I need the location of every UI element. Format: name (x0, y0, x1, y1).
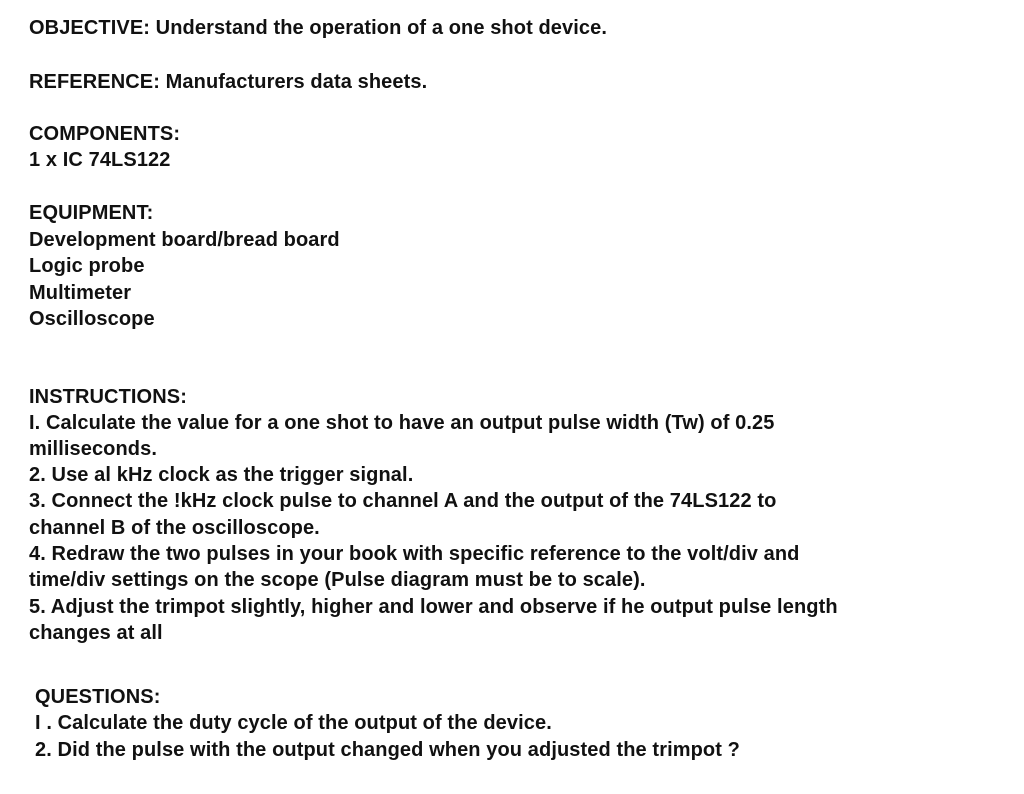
instruction-line: changes at all (29, 622, 163, 644)
equipment-item: Oscilloscope (29, 308, 155, 330)
instruction-line: 5. Adjust the trimpot slightly, higher and lower and observe if he output pulse length (29, 596, 838, 618)
instruction-line: milliseconds. (29, 438, 158, 460)
equipment-heading: EQUIPMENT: (29, 202, 154, 224)
equipment-item: Multimeter (29, 282, 132, 304)
components-item: 1 x IC 74LS122 (29, 149, 171, 171)
instruction-line: 3. Connect the !kHz clock pulse to channel A and the output of the 74LS122 to (29, 490, 777, 512)
instruction-line: channel B of the oscilloscope. (29, 517, 320, 539)
instruction-line: 2. Use al kHz clock as the trigger signal. (29, 464, 414, 486)
instructions-heading: INSTRUCTIONS: (29, 386, 187, 408)
instruction-line: I. Calculate the value for a one shot to have an output pulse width (Tw) of 0.25 (29, 412, 775, 434)
equipment-item: Development board/bread board (29, 229, 340, 251)
reference-line: REFERENCE: Manufacturers data sheets. (29, 71, 428, 93)
instruction-line: time/div settings on the scope (Pulse diagram must be to scale). (29, 569, 646, 591)
objective-line: OBJECTIVE: Understand the operation of a one shot device. (29, 17, 608, 39)
equipment-item: Logic probe (29, 255, 145, 277)
questions-heading: QUESTIONS: (35, 686, 161, 708)
question-line: 2. Did the pulse with the output changed when you adjusted the trimpot ? (35, 739, 740, 761)
question-line: I . Calculate the duty cycle of the output of the device. (35, 712, 552, 734)
instruction-line: 4. Redraw the two pulses in your book with specific reference to the volt/div and (29, 543, 800, 565)
components-heading: COMPONENTS: (29, 123, 181, 145)
